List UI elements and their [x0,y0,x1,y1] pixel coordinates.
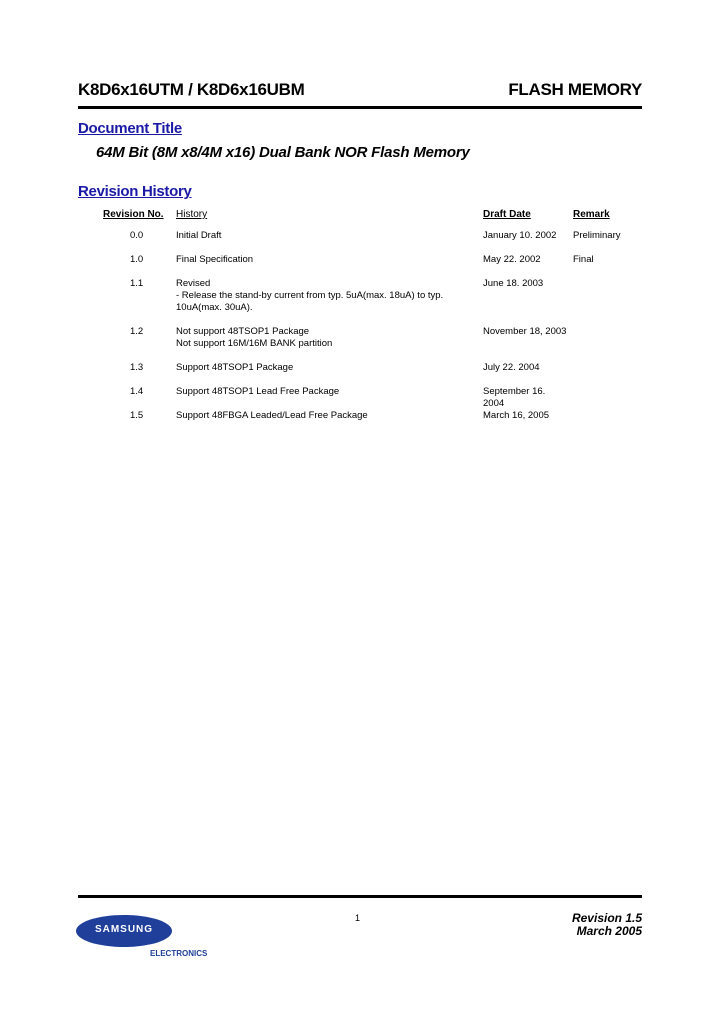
table-row-rev: 1.1 [130,278,144,289]
revision-date: March 2005 [576,924,642,938]
table-row-date: January 10. 2002 [483,230,557,241]
footer-divider [78,895,642,898]
header-divider [78,106,642,109]
table-row-date: June 18. 2003 [483,278,544,289]
table-row-rev: 0.0 [130,230,144,241]
table-row-date: November 18, 2003 [483,326,567,337]
revision-history-heading: Revision History [78,183,192,200]
table-row-history: Revised - Release the stand-by current from typ. 5uA(max. 18uA) to typ. 10uA(max. 30uA). [176,278,444,313]
table-row-date: July 22. 2004 [483,362,540,373]
document-title-heading: Document Title [78,120,182,137]
col-header-remark: Remark [573,209,610,220]
footer-revision [572,912,642,938]
table-row-rev: 1.2 [130,326,144,337]
table-row-date: May 22. 2002 [483,254,541,265]
col-header-history: History [176,209,208,220]
table-row-date: March 16, 2005 [483,410,550,421]
table-row-history: Not support 48TSOP1 Package Not support 16M/16M BANK partition [176,326,333,349]
table-row-history: Initial Draft [176,230,222,241]
table-row-rev: 1.0 [130,254,144,265]
page-number: 1 [355,913,361,923]
table-row-history: Final Specification [176,254,254,265]
col-header-revision-no: Revision No. [103,209,164,220]
table-row-date: September 16. 2004 [483,386,546,409]
table-row-remark: Final [573,254,594,265]
table-row-rev: 1.3 [130,362,144,373]
document-category: FLASH MEMORY [508,80,642,99]
document-subtitle: 64M Bit (8M x8/4M x16) Dual Bank NOR Flash Memory [96,144,470,161]
table-row-rev: 1.4 [130,386,144,397]
table-row-rev: 1.5 [130,410,144,421]
table-row-history: Support 48TSOP1 Lead Free Package [176,386,340,397]
table-row-history: Support 48TSOP1 Package [176,362,294,373]
table-row-history: Support 48FBGA Leaded/Lead Free Package [176,410,368,421]
samsung-electronics-label: ELECTRONICS [150,949,208,958]
document-part-number: K8D6x16UTM / K8D6x16UBM [78,80,305,99]
revision-label: Revision 1.5 [571,911,642,925]
table-row-remark: Preliminary [573,230,621,241]
col-header-draft-date: Draft Date [483,209,531,220]
samsung-logo-text: SAMSUNG [94,924,154,935]
